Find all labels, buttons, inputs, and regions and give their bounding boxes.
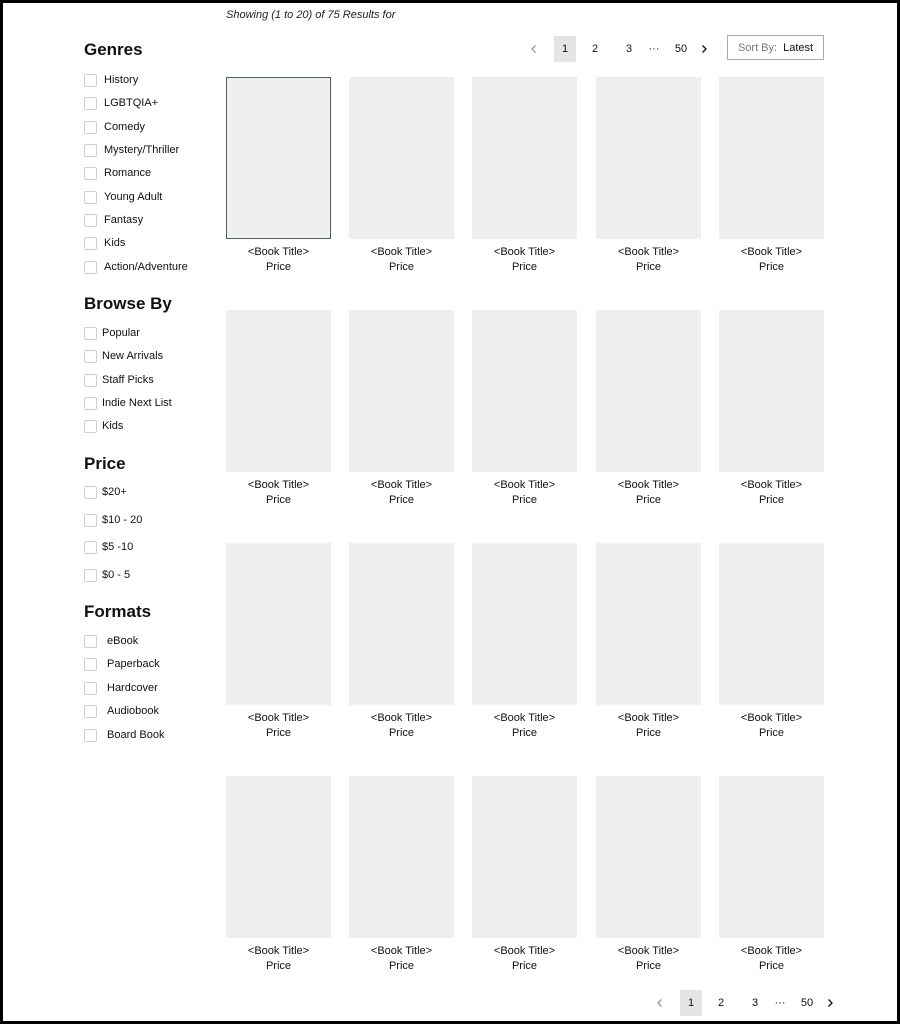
filter-label: Indie Next List (102, 397, 172, 409)
book-cover[interactable] (226, 543, 331, 705)
book-title[interactable]: <Book Title> (493, 479, 556, 491)
filter-label: Kids (102, 420, 124, 432)
checkbox[interactable] (84, 121, 97, 134)
book-cover[interactable] (349, 77, 454, 239)
filter-genre-mystery[interactable] (84, 142, 179, 158)
book-title[interactable]: <Book Title> (370, 712, 433, 724)
filter-browse-staff-picks[interactable] (84, 372, 154, 388)
checkbox[interactable] (84, 261, 97, 274)
book-card[interactable] (596, 310, 701, 507)
page-3-button[interactable]: 3 (625, 43, 633, 55)
book-cover[interactable] (596, 776, 701, 938)
results-summary: Showing (1 to 20) of 75 Results for (226, 9, 396, 21)
checkbox[interactable] (84, 144, 97, 157)
checkbox[interactable] (84, 635, 97, 648)
book-card[interactable] (349, 310, 454, 507)
filter-label: $5 -10 (102, 541, 134, 553)
filter-browse-popular[interactable] (84, 325, 140, 341)
chevron-right-icon[interactable] (820, 990, 840, 1016)
book-title[interactable]: <Book Title> (370, 945, 433, 957)
checkbox[interactable] (84, 374, 97, 387)
book-cover[interactable] (596, 77, 701, 239)
genres-heading: Genres (84, 40, 143, 59)
book-title[interactable]: <Book Title> (617, 945, 680, 957)
book-card[interactable] (349, 77, 454, 274)
chevron-right-icon[interactable] (694, 36, 714, 62)
page-ellipsis: ··· (648, 43, 660, 55)
book-card[interactable] (719, 310, 824, 507)
book-card[interactable] (719, 776, 824, 973)
book-cover[interactable] (226, 776, 331, 938)
book-price: Price (758, 261, 785, 273)
book-title[interactable]: <Book Title> (247, 246, 310, 258)
filter-label: eBook (107, 635, 139, 647)
checkbox[interactable] (84, 658, 97, 671)
page-1-button[interactable]: 1 (680, 990, 702, 1016)
book-cover[interactable] (349, 776, 454, 938)
book-cover[interactable] (226, 310, 331, 472)
checkbox[interactable] (84, 74, 97, 87)
book-cover[interactable] (596, 543, 701, 705)
filter-label: History (104, 74, 139, 86)
filter-label: Romance (104, 167, 152, 179)
filter-format-hardcover[interactable] (84, 680, 158, 696)
filter-label: $10 - 20 (102, 514, 143, 526)
book-card[interactable] (472, 543, 577, 740)
formats-heading: Formats (84, 602, 152, 621)
book-title[interactable]: <Book Title> (370, 246, 433, 258)
filter-price-5-10[interactable] (84, 539, 133, 555)
filter-genre-fantasy[interactable] (84, 212, 143, 228)
book-title[interactable]: <Book Title> (740, 712, 803, 724)
book-cover[interactable] (472, 77, 577, 239)
book-title[interactable]: <Book Title> (617, 246, 680, 258)
checkbox[interactable] (84, 705, 97, 718)
book-card[interactable] (472, 77, 577, 274)
filter-label: Hardcover (107, 682, 158, 694)
page-50-button[interactable]: 50 (800, 997, 814, 1009)
book-card[interactable] (226, 310, 331, 507)
sort-by-label: Sort By: (737, 41, 778, 54)
book-cover[interactable] (472, 776, 577, 938)
book-title[interactable]: <Book Title> (247, 945, 310, 957)
page-3-button[interactable]: 3 (751, 997, 759, 1009)
book-card[interactable] (719, 77, 824, 274)
book-price: Price (758, 960, 785, 972)
book-card[interactable] (226, 776, 331, 973)
book-price: Price (635, 494, 662, 506)
filter-label: $20+ (102, 486, 127, 498)
book-cover[interactable] (349, 543, 454, 705)
page-2-button[interactable]: 2 (717, 997, 725, 1009)
book-card[interactable] (349, 543, 454, 740)
book-price: Price (758, 727, 785, 739)
checkbox[interactable] (84, 514, 97, 527)
filter-genre-action[interactable] (84, 259, 188, 275)
checkbox[interactable] (84, 191, 97, 204)
filter-label: $0 - 5 (102, 569, 131, 581)
book-cover[interactable] (472, 543, 577, 705)
book-price: Price (635, 960, 662, 972)
checkbox[interactable] (84, 486, 97, 499)
filter-label: Young Adult (104, 191, 163, 203)
browse-by-heading: Browse By (84, 294, 172, 313)
filter-browse-new-arrivals[interactable] (84, 348, 163, 364)
filter-genre-romance[interactable] (84, 165, 151, 181)
filter-genre-history[interactable] (84, 72, 138, 88)
book-cover[interactable] (719, 77, 824, 239)
filter-price-10-20[interactable] (84, 512, 142, 528)
book-card[interactable] (596, 776, 701, 973)
filter-price-0-5[interactable] (84, 567, 130, 583)
book-title[interactable]: <Book Title> (493, 246, 556, 258)
book-price: Price (635, 261, 662, 273)
checkbox[interactable] (84, 167, 97, 180)
book-cover[interactable] (719, 310, 824, 472)
filter-label: Staff Picks (102, 374, 154, 386)
checkbox[interactable] (84, 569, 97, 582)
book-card[interactable] (472, 310, 577, 507)
filter-browse-indie-next[interactable] (84, 395, 172, 411)
book-cover[interactable] (472, 310, 577, 472)
book-title[interactable]: <Book Title> (740, 945, 803, 957)
book-cover[interactable] (596, 310, 701, 472)
book-card[interactable] (596, 543, 701, 740)
page-50-button[interactable]: 50 (674, 43, 688, 55)
filter-genre-lgbtqia[interactable] (84, 95, 158, 111)
book-cover[interactable] (719, 543, 824, 705)
checkbox[interactable] (84, 682, 97, 695)
book-price: Price (758, 494, 785, 506)
book-title[interactable]: <Book Title> (493, 945, 556, 957)
book-cover[interactable] (349, 310, 454, 472)
book-price: Price (388, 727, 415, 739)
pagination-top (522, 36, 714, 62)
filter-price-20-plus[interactable] (84, 484, 127, 500)
book-price: Price (635, 727, 662, 739)
checkbox[interactable] (84, 350, 97, 363)
book-title[interactable]: <Book Title> (493, 712, 556, 724)
filter-label: Action/Adventure (104, 261, 188, 273)
filter-label: Comedy (104, 121, 145, 133)
book-price: Price (265, 261, 292, 273)
book-card[interactable] (719, 543, 824, 740)
filter-label: LGBTQIA+ (104, 97, 159, 109)
checkbox[interactable] (84, 397, 97, 410)
book-price: Price (265, 494, 292, 506)
filter-label: Paperback (107, 658, 160, 670)
book-card[interactable] (226, 543, 331, 740)
filter-label: New Arrivals (102, 350, 164, 362)
filter-label: Kids (104, 237, 126, 249)
filter-label: Popular (102, 327, 140, 339)
book-title[interactable]: <Book Title> (370, 479, 433, 491)
filter-format-ebook[interactable] (84, 633, 138, 649)
book-title[interactable]: <Book Title> (617, 479, 680, 491)
filter-genre-comedy[interactable] (84, 119, 145, 135)
pagination-bottom (648, 990, 840, 1016)
chevron-left-icon[interactable] (648, 990, 672, 1016)
sort-by-dropdown[interactable] (727, 35, 824, 60)
book-title[interactable]: <Book Title> (617, 712, 680, 724)
page-1-button[interactable]: 1 (554, 36, 576, 62)
chevron-left-icon[interactable] (522, 36, 546, 62)
checkbox[interactable] (84, 729, 97, 742)
filter-genre-kids[interactable] (84, 235, 125, 251)
book-price: Price (511, 261, 538, 273)
filter-label: Board Book (107, 729, 165, 741)
page-ellipsis: ··· (774, 997, 786, 1009)
filter-label: Fantasy (104, 214, 144, 226)
book-title[interactable]: <Book Title> (247, 712, 310, 724)
checkbox[interactable] (84, 420, 97, 433)
checkbox[interactable] (84, 97, 97, 110)
filter-genre-young-adult[interactable] (84, 189, 162, 205)
book-price: Price (265, 727, 292, 739)
checkbox[interactable] (84, 327, 97, 340)
book-card[interactable] (226, 77, 331, 274)
filter-format-paperback[interactable] (84, 656, 160, 672)
checkbox[interactable] (84, 541, 97, 554)
filter-label: Mystery/Thriller (104, 144, 180, 156)
book-price: Price (511, 494, 538, 506)
page-2-button[interactable]: 2 (591, 43, 599, 55)
book-title[interactable]: <Book Title> (740, 479, 803, 491)
book-price: Price (265, 960, 292, 972)
filter-label: Audiobook (107, 705, 159, 717)
checkbox[interactable] (84, 214, 97, 227)
book-title[interactable]: <Book Title> (740, 246, 803, 258)
book-card[interactable] (596, 77, 701, 274)
book-card[interactable] (349, 776, 454, 973)
sort-by-value: Latest (783, 41, 814, 54)
book-cover[interactable] (226, 77, 331, 239)
book-price: Price (388, 494, 415, 506)
checkbox[interactable] (84, 237, 97, 250)
price-heading: Price (84, 454, 126, 473)
book-card[interactable] (472, 776, 577, 973)
filter-format-audiobook[interactable] (84, 703, 159, 719)
book-price: Price (388, 960, 415, 972)
book-price: Price (511, 960, 538, 972)
book-title[interactable]: <Book Title> (247, 479, 310, 491)
book-cover[interactable] (719, 776, 824, 938)
filter-browse-kids[interactable] (84, 418, 123, 434)
book-price: Price (388, 261, 415, 273)
book-price: Price (511, 727, 538, 739)
filter-format-board-book[interactable] (84, 727, 164, 743)
